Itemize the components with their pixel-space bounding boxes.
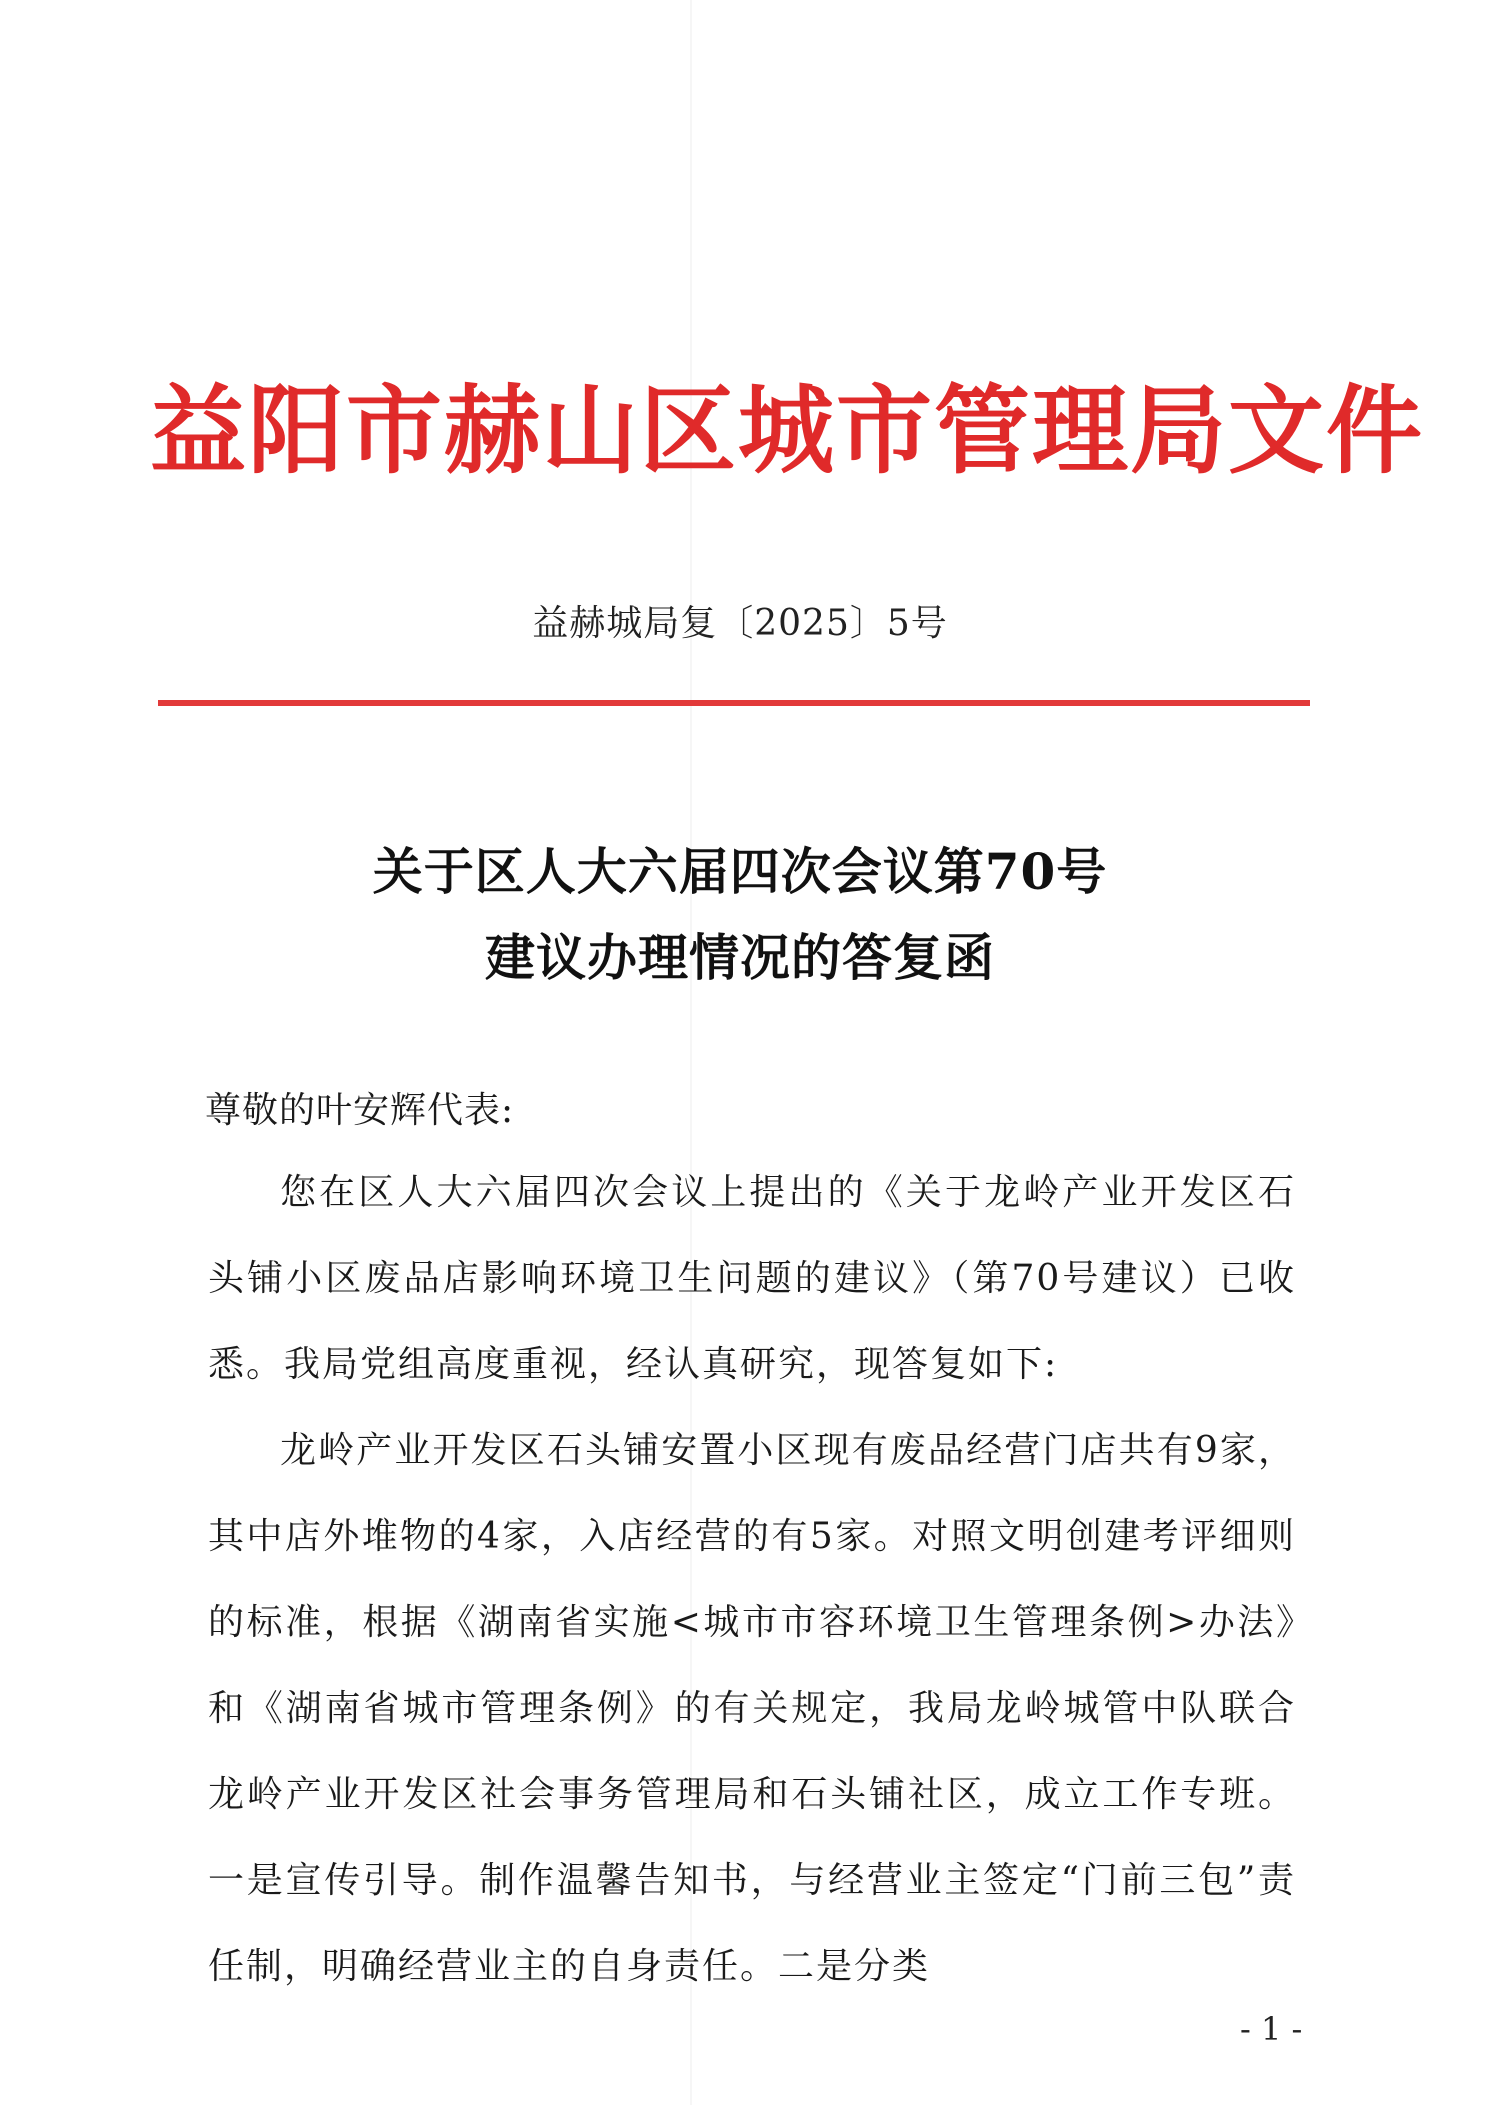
document-number: 益赫城局复〔2025〕5号 bbox=[532, 603, 948, 644]
red-separator-rule bbox=[158, 700, 1310, 706]
page-number: - 1 - bbox=[1240, 2010, 1303, 2048]
document-title-line-1: 关于区人大六届四次会议第70号 bbox=[372, 842, 1108, 901]
agency-header-title: 益阳市赫山区城市管理局文件 bbox=[150, 375, 1424, 487]
body-paragraph: 您在区人大六届四次会议上提出的《关于龙岭产业开发区石头铺小区废品店影响环境卫生问题的建议》（第70号建议）已收悉。我局党组高度重视，经认真研究，现答复如下: bbox=[208, 1172, 1296, 1385]
document-title-line-2: 建议办理情况的答复函 bbox=[485, 928, 995, 987]
salutation: 尊敬的叶安辉代表: bbox=[205, 1090, 515, 1131]
document-body bbox=[208, 1150, 1296, 2010]
body-paragraph: 龙岭产业开发区石头铺安置小区现有废品经营门店共有9家，其中店外堆物的4家，入店经营的有5家。对照文明创建考评细则的标准，根据《湖南省实施<城市市容环境卫生管理条例>办法》和《湖南省城市管理条例》的有关规定，我局龙岭城管中队联合龙岭产业开发区社会事务管理局和石头铺社区，成立工作专班。一是宣传引导。制作温馨告知书，与经营业主签定“门前三包”责任制，明确经营业主的自身责任。二是分类 bbox=[208, 1430, 1296, 1987]
